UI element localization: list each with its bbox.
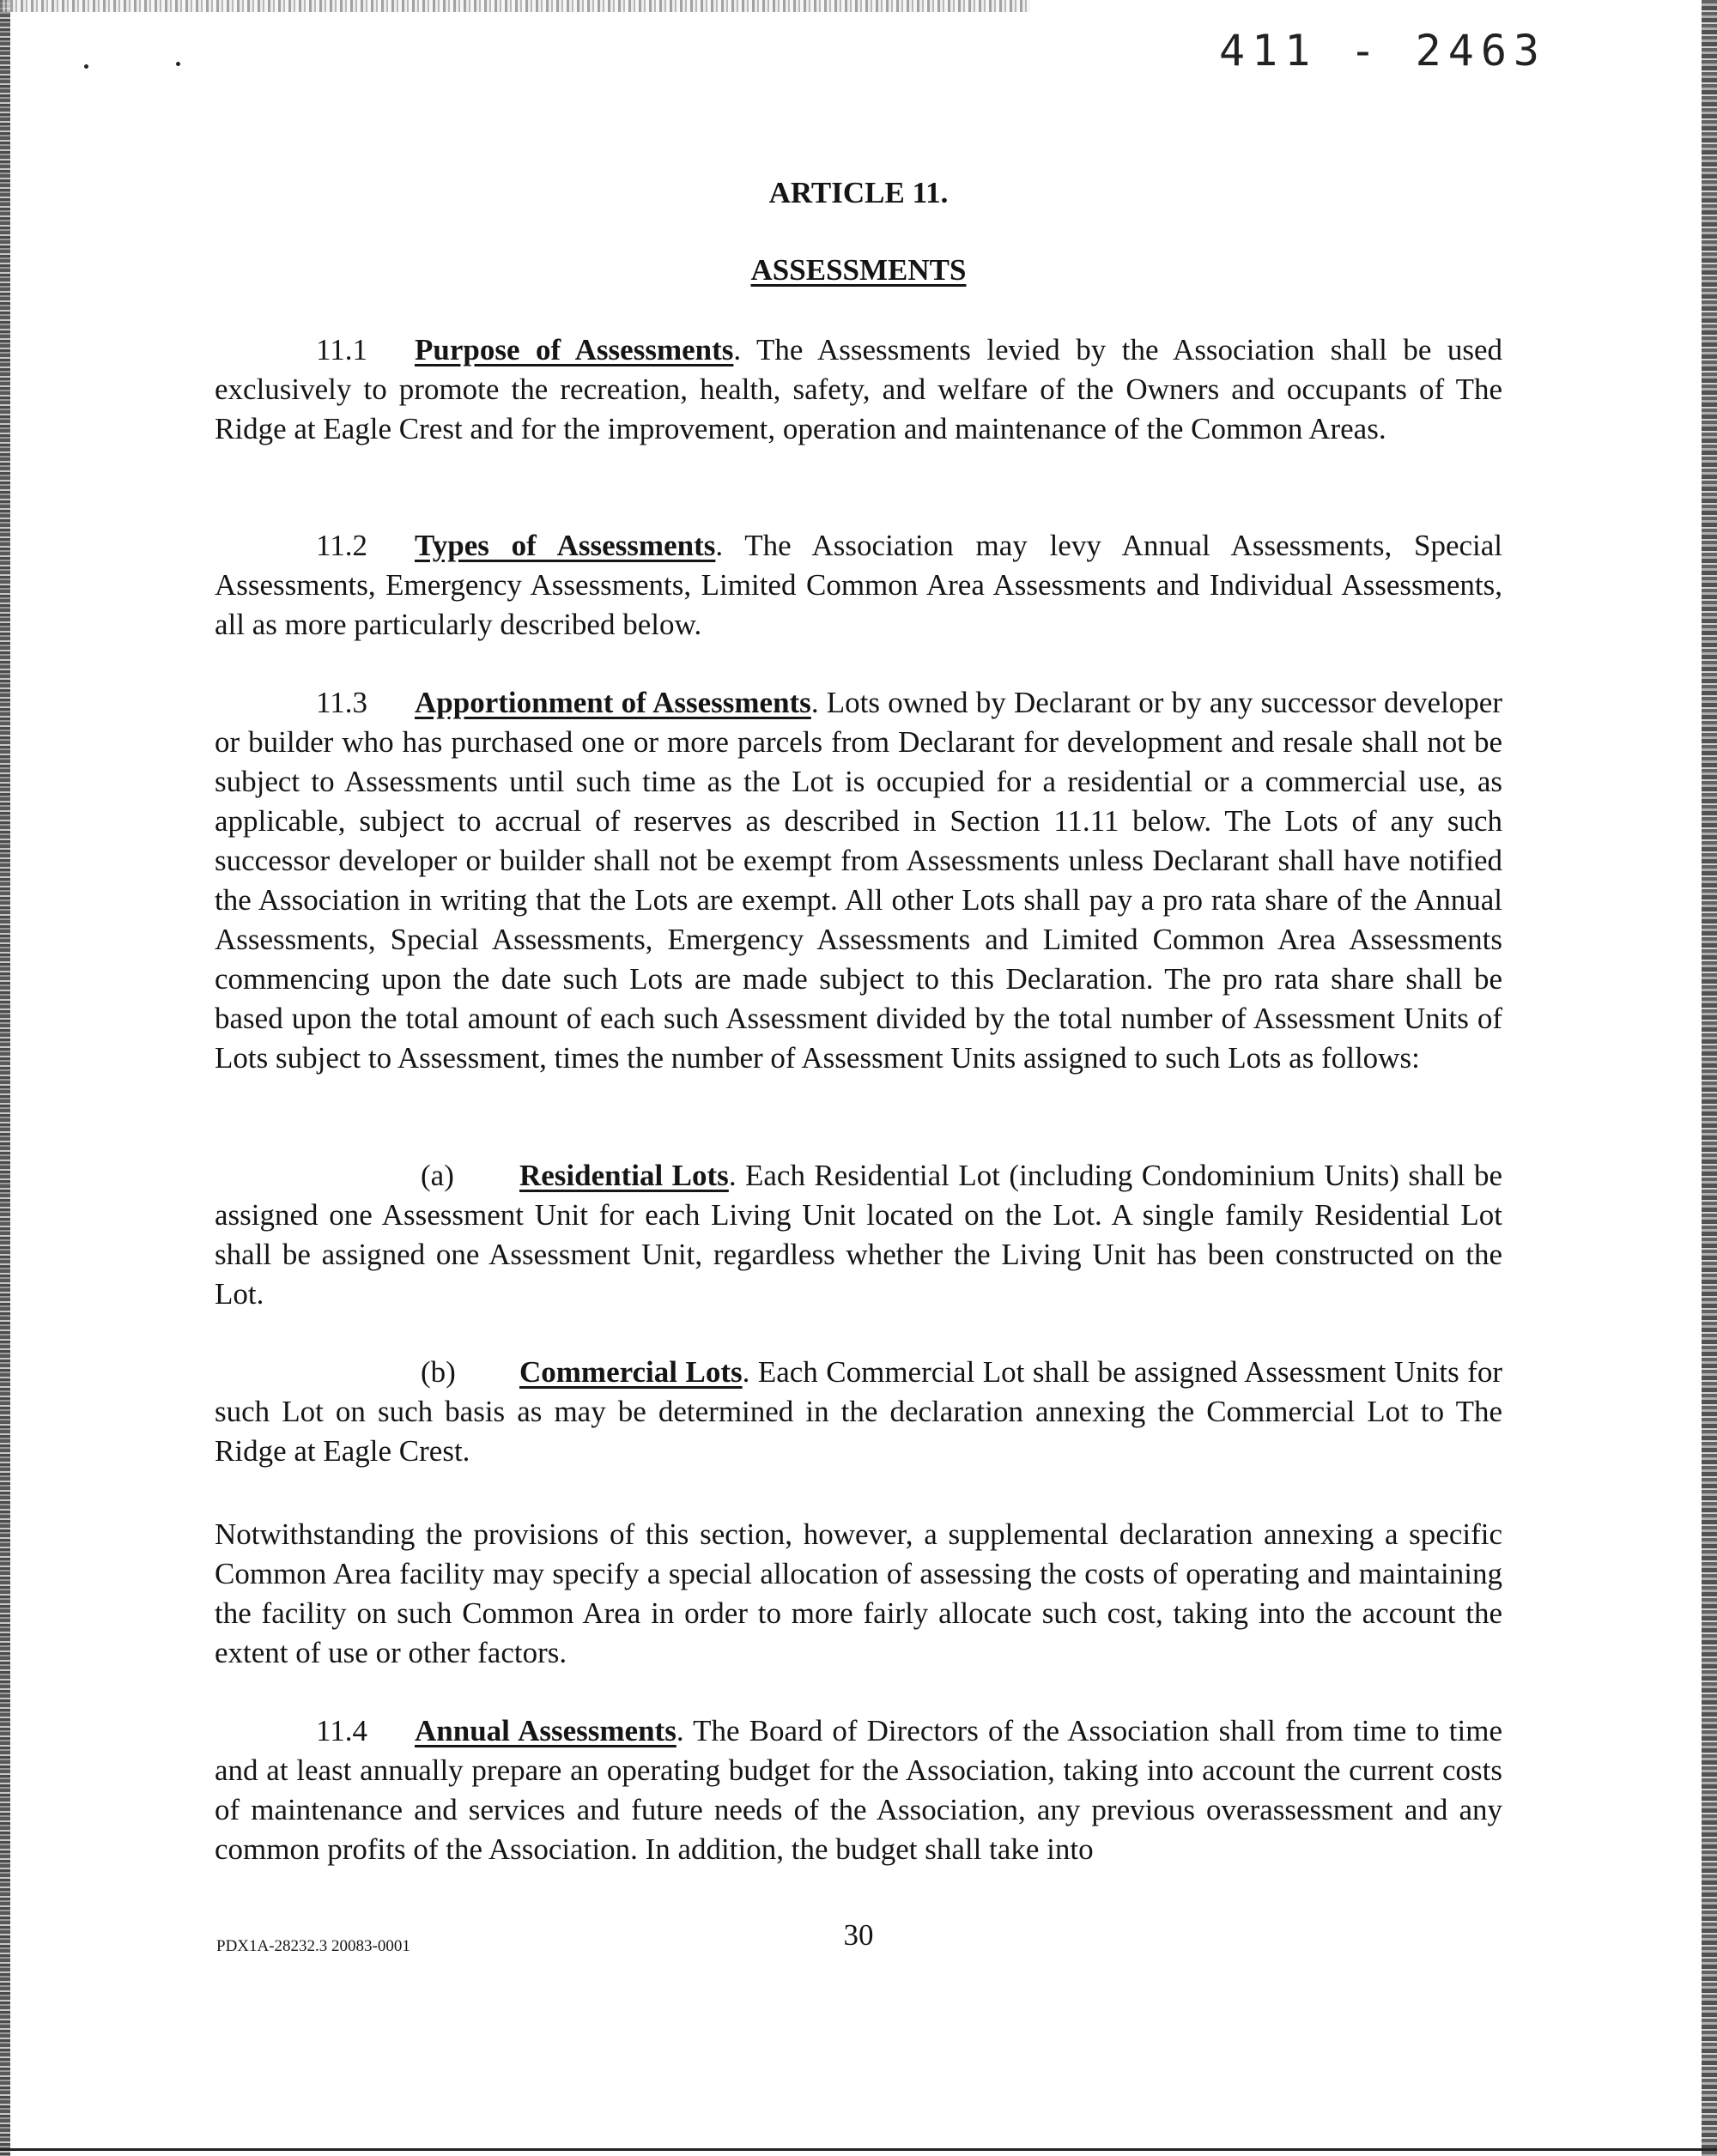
section-title: Purpose of Assessments <box>415 333 734 366</box>
section-11-3 <box>215 683 1502 1078</box>
section-title: Annual Assessments <box>415 1714 676 1747</box>
subsection-title: Commercial Lots <box>519 1355 743 1389</box>
section-heading: ASSESSMENTS <box>750 253 967 287</box>
section-text: . The Board of Directors of the Association shall from time to time and at least annually prepare an operating budget for the Association, taking into account the current costs of maintenance and services and future needs of the Association, any previous overassessment and any common profits of the Association. In addition, the budget shall take into <box>215 1714 1502 1866</box>
subsection-title: Residential Lots <box>519 1159 729 1192</box>
scan-edge-top <box>0 0 1030 12</box>
notwithstanding-paragraph: Notwithstanding the provisions of this section, however, a supplemental declaration annexing a specific Common Area facility may specify a special allocation of assessing the costs of operating and maintaining the facility on such Common Area in order to more fairly allocate such cost, taking into the account the extent of use or other factors. <box>215 1517 1502 1669</box>
subsection-b <box>215 1353 1502 1471</box>
scan-speck <box>176 62 180 66</box>
section-number: 11.1 <box>316 333 367 366</box>
section-11-4 <box>215 1711 1502 1869</box>
section-11-1 <box>215 330 1502 449</box>
subsection-a <box>215 1156 1502 1314</box>
section-11-2 <box>215 526 1502 645</box>
subsection-number: (b) <box>421 1355 456 1389</box>
subsection-text: . Each Residential Lot (including Condominium Units) shall be assigned one Assessment Unit for each Living Unit located on the Lot. A single family Residential Lot shall be assigned one Assessment Unit, regardless whether the Living Unit has been constructed on the Lot. <box>215 1159 1502 1311</box>
subsection-number: (a) <box>421 1159 454 1192</box>
section-number: 11.3 <box>316 686 367 719</box>
page-number: 30 <box>843 1918 874 1952</box>
scan-edge-right <box>1702 0 1717 2156</box>
scan-edge-bottom <box>0 2148 1717 2151</box>
section-number: 11.2 <box>316 529 367 562</box>
section-text: . Lots owned by Declarant or by any successor developer or builder who has purchased one or more parcels from Declarant for development and resale shall not be subject to Assessments until such time as the Lot is occupied for a residential or a commercial use, as applicable, subject to accrual of reserves as described in Section 11.11 below. The Lots of any such successor developer or builder shall not be exempt from Assessments unless Declarant shall have notified the Association in writing that the Lots are exempt. All other Lots shall pay a pro rata share of the Annual Assessments, Special Assessments, Emergency Assessments and Limited Common Area Assessments commencing upon the date such Lots are made subject to this Declaration. The pro rata share shall be based upon the total amount of each such Assessment divided by the total number of Assessment Units of Lots subject to Assessment, times the number of Assessment Units assigned to such Lots as follows: <box>215 686 1502 1075</box>
document-id: PDX1A-28232.3 20083-0001 <box>216 1937 410 1955</box>
article-heading: ARTICLE 11. <box>768 176 949 209</box>
section-title: Apportionment of Assessments <box>415 686 811 719</box>
recording-stamp: 411 - 2463 <box>1219 26 1547 76</box>
section-title: Types of Assessments <box>415 529 716 562</box>
section-text: . The Association may levy Annual Assessments, Special Assessments, Emergency Assessments, Limited Common Area Assessments and Individual Assessments, all as more particularly described below. <box>215 529 1502 641</box>
section-number: 11.4 <box>316 1714 367 1747</box>
subsection-text: . Each Commercial Lot shall be assigned Assessment Units for such Lot on such basis as may be determined in the declaration annexing the Commercial Lot to The Ridge at Eagle Crest. <box>215 1355 1502 1468</box>
scan-edge-left <box>0 0 10 2156</box>
scan-speck <box>84 64 88 69</box>
section-text: . The Assessments levied by the Association shall be used exclusively to promote the recreation, health, safety, and welfare of the Owners and occupants of The Ridge at Eagle Crest and for the improvement, operation and maintenance of the Common Areas. <box>215 333 1502 445</box>
